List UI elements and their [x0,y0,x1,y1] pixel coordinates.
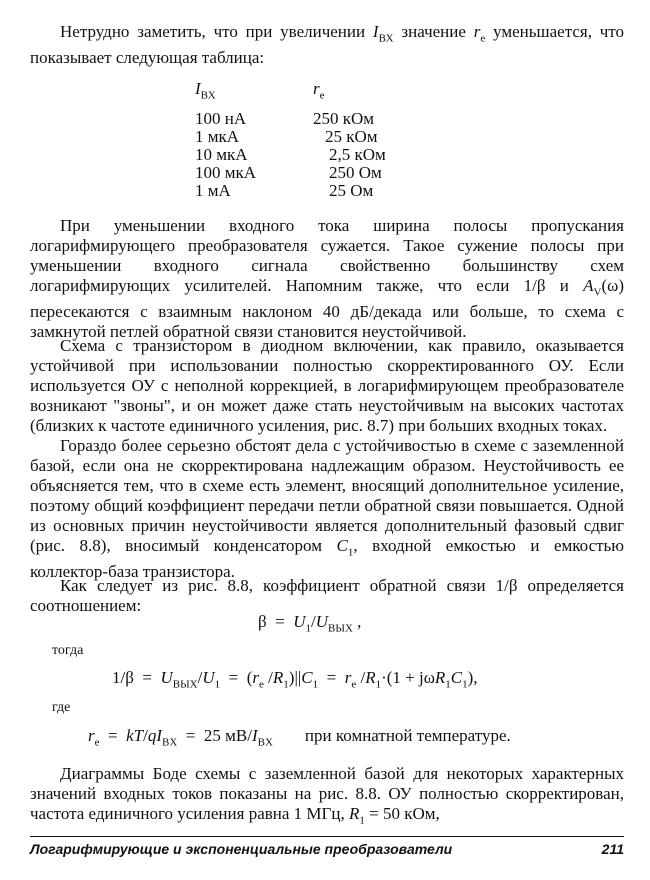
word-gde: где [52,700,71,715]
page-number: 211 [601,841,624,857]
table-row [195,164,386,182]
bandwidth-paragraph: При уменьшении входного тока ширина полосы пропускания логарифмирующего преобразователя сужается. Такое сужение полосы при уменьшении входного сигнала свойственно большинству схем логарифмирующих усилителей. Напомним также, что если 1/β и $A_V(\omega)$ пересекаются с взаимным наклоном 40 дБ/декада или больше, то схема с замкнутой петлей обратной связи становится неустойчивой. [30,216,624,342]
table-cell-resistance: 2,5 кОм [329,145,386,164]
formula-beta: $\beta = U_1/U_{ВЫХ}$ , [258,612,362,635]
feedback-paragraph: Как следует из рис. 8.8, коэффициент обратной связи 1/β определяется соотношением: [30,576,624,615]
current-resistance-table [195,80,386,200]
footer-title: Логарифмирующие и экспоненциальные преобразователи [30,841,453,857]
table-row [195,110,386,128]
table-row [195,182,386,200]
table-header-re: $r_e$ [313,79,325,102]
diode-transistor-paragraph: Схема с транзистором в диодном включении, как правило, оказывается устойчивой при использовании полностью скорректированного ОУ. Если используется ОУ с неполной коррекцией, в логарифмирующем преобразователе возникают "звоны", и он может даже стать неустойчивым на высоких частотах (близких к частоте единичного усиления, рис. 8.7) при больших входных токах. [30,336,624,435]
formula-inverse-beta: $1/\beta = U_{ВЫХ}/U_1 = (r_e$ $/R_1)||C_1 = r_e$ $/R_1\cdot(1 + j\omega R_1C_1)$, [112,668,478,691]
table-row [195,146,386,164]
table-cell-resistance: 25 Ом [329,181,374,200]
table-row [195,128,386,146]
table-cell-current: 1 мА [195,181,231,200]
table-cell-current: 100 мкА [195,163,257,182]
formula-re: $r_e = kT/qI_{BX} = 25$ $мВ/I_{BX}$ при комнатной температуре. [88,726,511,749]
intro-paragraph: Нетрудно заметить, что при увеличении $I_{ВХ}$ значение $r_e$ уменьшается, что показывает следующая таблица: [30,22,625,68]
table-header-row [195,80,386,110]
footer-rule [30,836,624,837]
table-cell-current: 10 мкА [195,145,248,164]
table-header-iin: $I_{ВХ}$ [195,79,216,102]
bode-paragraph: Диаграммы Боде схемы с заземленной базой для некоторых характерных значений входных токов показаны на рис. 8.8. ОУ полностью скорректирован, частота единичного усиления равна 1 МГц, $R_1 = 50$ кОм, [30,764,624,827]
table-cell-resistance: 25 кОм [325,127,378,146]
grounded-base-paragraph: Гораздо более серьезно обстоят дела с устойчивостью в схеме с заземленной базой, если она не скорректирована надлежащим образом. Неустойчивость ее объясняется тем, что в схеме есть элемент, вносящий дополнительное усиление, поэтому общий коэффициент передачи петли обратной связи повышается. Одной из основных причин неустойчивости является дополнительный фазовый сдвиг (рис. 8.8), вносимый конденсатором $C_1$, входной емкостью и емкостью коллектор-база транзистора. [30,436,624,582]
table-cell-resistance: 250 Ом [329,163,382,182]
table-cell-resistance: 250 кОм [313,109,375,128]
table-cell-current: 100 нА [195,109,247,128]
table-cell-current: 1 мкА [195,127,240,146]
formula-re-note: при комнатной температуре. [304,726,511,745]
word-togda: тогда [52,643,84,658]
